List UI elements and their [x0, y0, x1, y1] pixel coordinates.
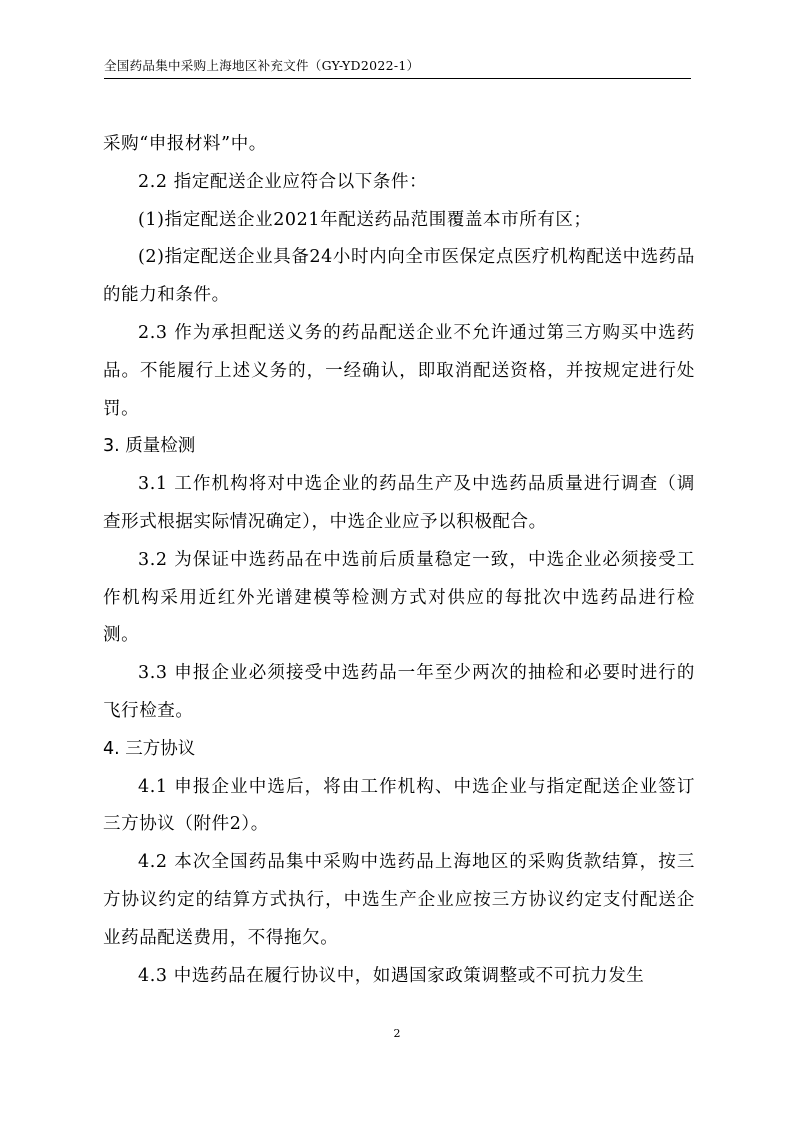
paragraph-4-1: 4.1 申报企业中选后，将由工作机构、中选企业与指定配送企业签订三方协议（附件2）。: [103, 776, 695, 835]
document-body: [103, 126, 695, 995]
page-header: 全国药品集中采购上海地区补充文件（GY-YD2022-1）: [104, 56, 691, 79]
paragraph-continuation: 采购“申报材料”中。: [103, 134, 267, 154]
paragraph-3-1: 3.1 工作机构将对中选企业的药品生产及中选药品质量进行调查（调查形式根据实际情况确定），中选企业应予以积极配合。: [103, 474, 695, 532]
paragraph-2-3: 2.3 作为承担配送义务的药品配送企业不允许通过第三方购买中选药品。不能履行上述义务的，一经确认，即取消配送资格，并按规定进行处罚。: [103, 322, 695, 419]
paragraph-2-2-2: (2)指定配送企业具备24小时内向全市医保定点医疗机构配送中选药品的能力和条件。: [103, 247, 695, 306]
paragraph-2-2-1: (1)指定配送企业2021年配送药品范围覆盖本市所有区；: [138, 209, 592, 230]
paragraph-4-3: 4.3 中选药品在履行协议中，如遇国家政策调整或不可抗力发生: [138, 965, 645, 986]
paragraph-3-3: 3.3 申报企业必须接受中选药品一年至少两次的抽检和必要时进行的飞行检查。: [103, 663, 695, 721]
section-heading-3: 3. 质量检测: [103, 436, 196, 457]
paragraph-4-2: 4.2 本次全国药品集中采购中选药品上海地区的采购货款结算，按三方协议约定的结算方式执行，中选生产企业应按三方协议约定支付配送企业药品配送费用，不得拖欠。: [103, 852, 695, 948]
section-heading-4: 4. 三方协议: [103, 738, 196, 759]
paragraph-2-2: 2.2 指定配送企业应符合以下条件：: [138, 171, 428, 192]
page-number: 2: [393, 1027, 401, 1040]
paragraph-3-2: 3.2 为保证中选药品在中选前后质量稳定一致，中选企业必须接受工作机构采用近红外光谱建模等检测方式对供应的每批次中选药品进行检测。: [103, 549, 695, 646]
